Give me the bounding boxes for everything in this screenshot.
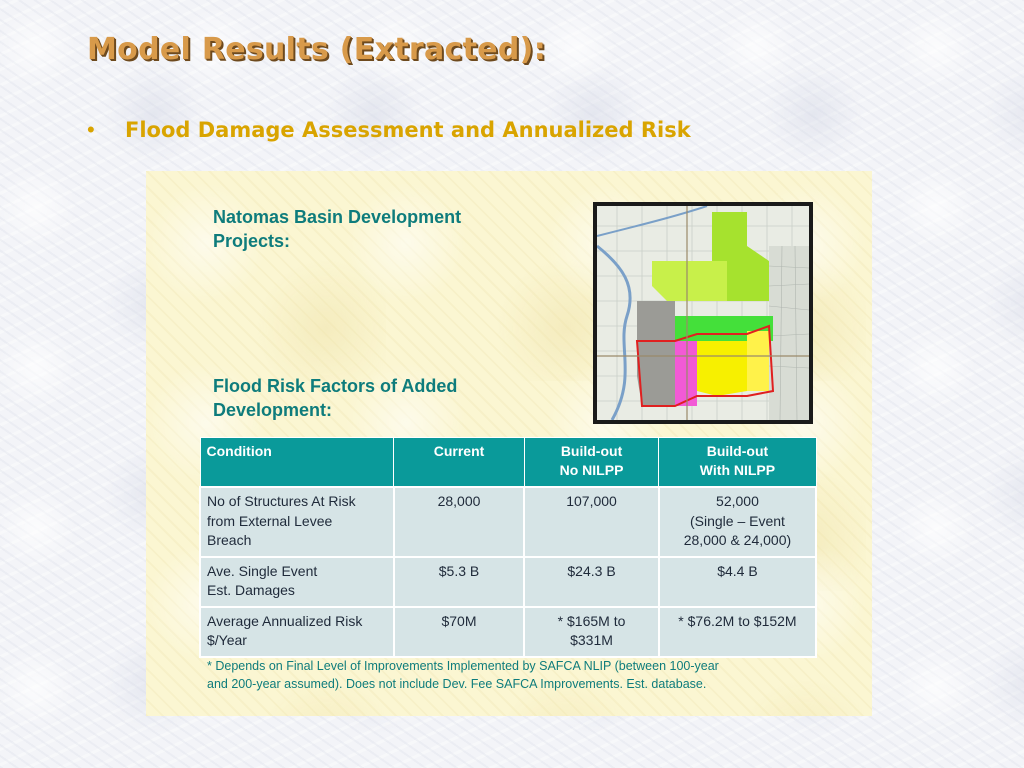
cell-condition: No of Structures At Risk from External Levee Breach: [200, 487, 394, 557]
risk-factors-heading: Flood Risk Factors of Added Development:: [213, 376, 458, 420]
table-row: [200, 487, 816, 557]
header-current: Current: [394, 438, 524, 488]
table-row: [200, 557, 816, 607]
cell-current: $70M: [394, 607, 524, 657]
natomas-basin-map: [593, 202, 813, 424]
cell-buildout-no-nilpp: $24.3 B: [524, 557, 659, 607]
footnote-line: * Depends on Final Level of Improvements Implemented by SAFCA NLIP (between 100-year: [207, 659, 719, 673]
header-buildout-with-nilpp: Build-out With NILPP: [659, 438, 816, 488]
cell-buildout-with-nilpp: * $76.2M to $152M: [659, 607, 816, 657]
footnote-line: and 200-year assumed). Does not include Dev. Fee SAFCA Improvements. Est. database.: [207, 677, 707, 691]
cell-buildout-no-nilpp: * $165M to $331M: [524, 607, 659, 657]
cell-current: 28,000: [394, 487, 524, 557]
cell-buildout-with-nilpp: 52,000 (Single – Event 28,000 & 24,000): [659, 487, 816, 557]
cell-condition: Average Annualized Risk $/Year: [200, 607, 394, 657]
map-image-icon: [597, 206, 809, 420]
bullet-item: [87, 117, 691, 143]
cell-current: $5.3 B: [394, 557, 524, 607]
cell-condition: Ave. Single Event Est. Damages: [200, 557, 394, 607]
bullet-dot-icon: •: [87, 117, 95, 142]
projects-heading: Natomas Basin Development Projects:: [213, 207, 462, 251]
table-header-row: [200, 438, 816, 488]
footnote: [207, 657, 807, 693]
header-condition: Condition: [200, 438, 394, 488]
table-row: [200, 607, 816, 657]
cell-buildout-no-nilpp: 107,000: [524, 487, 659, 557]
cell-buildout-with-nilpp: $4.4 B: [659, 557, 816, 607]
results-table: [199, 437, 817, 658]
slide-title: Model Results (Extracted):: [87, 32, 546, 67]
header-buildout-no-nilpp: Build-out No NILPP: [524, 438, 659, 488]
bullet-text: Flood Damage Assessment and Annualized Risk: [125, 118, 691, 142]
